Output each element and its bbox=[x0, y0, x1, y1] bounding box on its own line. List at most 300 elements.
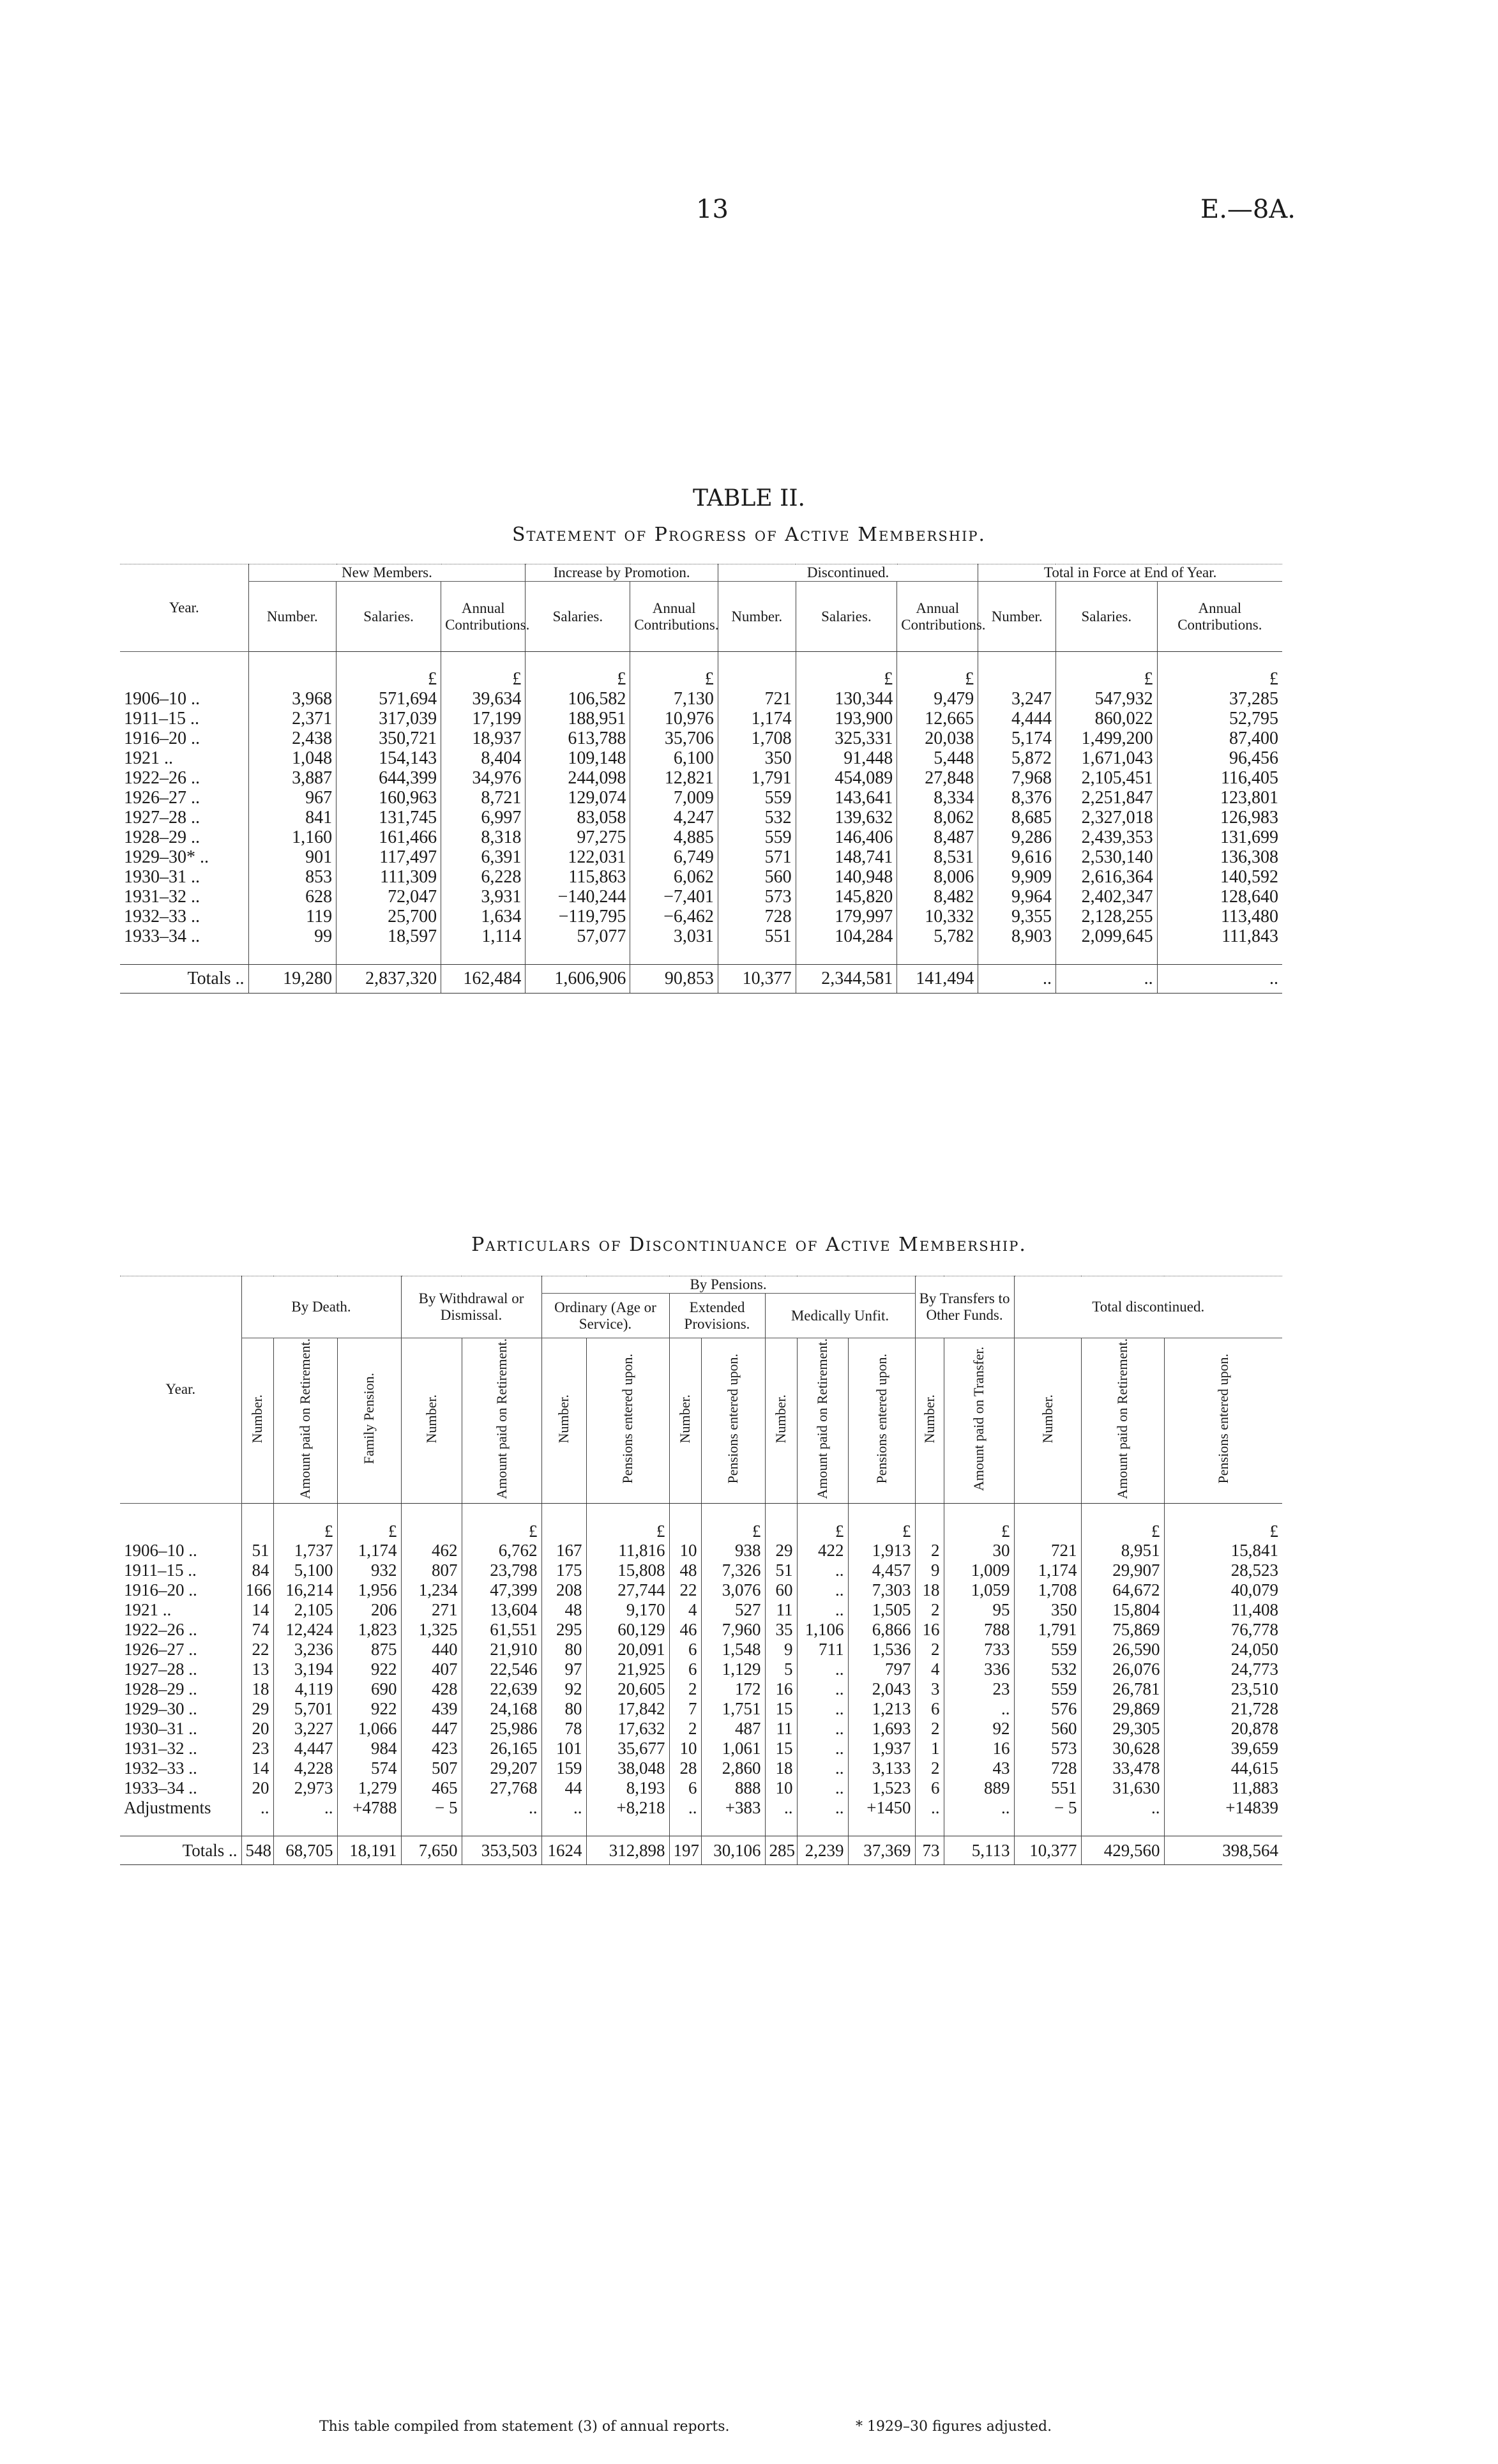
value-cell: 4,885 bbox=[630, 828, 718, 847]
value-cell: 573 bbox=[718, 887, 796, 907]
value-cell: 1,693 bbox=[848, 1719, 915, 1739]
value-cell: 14 bbox=[241, 1758, 273, 1778]
column-header-label: Number. bbox=[556, 1394, 571, 1444]
value-cell: 47,399 bbox=[462, 1580, 541, 1600]
column-header bbox=[944, 1338, 1014, 1504]
value-cell: 18 bbox=[915, 1580, 944, 1600]
value-cell: 20 bbox=[241, 1778, 273, 1798]
value-cell: 428 bbox=[401, 1679, 462, 1699]
column-header-label: Number. bbox=[249, 1394, 265, 1444]
table-row bbox=[120, 1640, 1282, 1659]
value-cell: 40,079 bbox=[1164, 1580, 1282, 1600]
extended-provisions-header: Extended Provisions. bbox=[669, 1294, 765, 1338]
column-header bbox=[797, 1338, 848, 1504]
value-cell: 122,031 bbox=[526, 847, 630, 867]
value-cell: 206 bbox=[337, 1600, 401, 1620]
table-row bbox=[120, 887, 1282, 907]
value-cell: 244,098 bbox=[526, 768, 630, 788]
value-cell: 1,956 bbox=[337, 1580, 401, 1600]
value-cell: .. bbox=[241, 1798, 273, 1818]
value-cell: 422 bbox=[797, 1541, 848, 1561]
value-cell: 733 bbox=[944, 1640, 1014, 1659]
value-cell: 571,694 bbox=[337, 689, 441, 709]
value-cell: 1,708 bbox=[1014, 1580, 1081, 1600]
value-cell: 4 bbox=[669, 1600, 701, 1620]
column-header bbox=[701, 1338, 765, 1504]
currency-symbol: £ bbox=[1164, 1522, 1282, 1541]
value-cell: 1,279 bbox=[337, 1778, 401, 1798]
value-cell: 423 bbox=[401, 1739, 462, 1758]
value-cell: 60,129 bbox=[586, 1620, 669, 1640]
value-cell: 161,466 bbox=[337, 828, 441, 847]
value-cell: 3,931 bbox=[441, 887, 526, 907]
table-row bbox=[120, 907, 1282, 926]
value-cell: .. bbox=[915, 1798, 944, 1818]
column-header: Salaries. bbox=[796, 582, 897, 652]
value-cell: 8,193 bbox=[586, 1778, 669, 1798]
value-cell: − 5 bbox=[1014, 1798, 1081, 1818]
value-cell: 922 bbox=[337, 1699, 401, 1719]
value-cell: 3,968 bbox=[248, 689, 337, 709]
totals-row bbox=[120, 1836, 1282, 1864]
value-cell: 26,076 bbox=[1081, 1659, 1164, 1679]
total-value: 90,853 bbox=[630, 965, 718, 994]
column-header: Salaries. bbox=[526, 582, 630, 652]
value-cell: 2,099,645 bbox=[1055, 926, 1157, 946]
value-cell: 7,009 bbox=[630, 788, 718, 808]
value-cell: 3,031 bbox=[630, 926, 718, 946]
value-cell: 10,332 bbox=[897, 907, 978, 926]
value-cell: 2 bbox=[669, 1719, 701, 1739]
value-cell: 15,841 bbox=[1164, 1541, 1282, 1561]
value-cell: 12,821 bbox=[630, 768, 718, 788]
value-cell: 159 bbox=[541, 1758, 586, 1778]
total-value: 19,280 bbox=[248, 965, 337, 994]
total-value: 398,564 bbox=[1164, 1836, 1282, 1864]
value-cell: 76,778 bbox=[1164, 1620, 1282, 1640]
column-header-label: Pensions entered upon. bbox=[1214, 1354, 1231, 1484]
year-cell: 1931–32 .. bbox=[124, 1738, 197, 1758]
value-cell: 10 bbox=[669, 1541, 701, 1561]
value-cell: 35,706 bbox=[630, 729, 718, 748]
value-cell: .. bbox=[797, 1758, 848, 1778]
value-cell: .. bbox=[944, 1798, 1014, 1818]
year-cell: 1931–32 .. bbox=[124, 887, 200, 907]
value-cell: 4,119 bbox=[273, 1679, 337, 1699]
value-cell: − 5 bbox=[401, 1798, 462, 1818]
value-cell: 34,976 bbox=[441, 768, 526, 788]
table-row bbox=[120, 1679, 1282, 1699]
currency-symbol bbox=[718, 670, 796, 689]
table-row bbox=[120, 1739, 1282, 1758]
total-value: 68,705 bbox=[273, 1836, 337, 1864]
value-cell: 551 bbox=[1014, 1778, 1081, 1798]
value-cell: 172 bbox=[701, 1679, 765, 1699]
value-cell: 12,665 bbox=[897, 709, 978, 729]
table-row bbox=[120, 847, 1282, 867]
value-cell: 116,405 bbox=[1157, 768, 1282, 788]
medically-unfit-header: Medically Unfit. bbox=[765, 1294, 915, 1338]
currency-row bbox=[120, 1522, 1282, 1541]
value-cell: 1,325 bbox=[401, 1620, 462, 1640]
table-row bbox=[120, 768, 1282, 788]
total-value: .. bbox=[1055, 965, 1157, 994]
currency-symbol: £ bbox=[944, 1522, 1014, 1541]
value-cell: 92 bbox=[541, 1679, 586, 1699]
value-cell: 3,227 bbox=[273, 1719, 337, 1739]
value-cell: 44 bbox=[541, 1778, 586, 1798]
table-row bbox=[120, 1659, 1282, 1679]
value-cell: 129,074 bbox=[526, 788, 630, 808]
value-cell: 4,228 bbox=[273, 1758, 337, 1778]
value-cell: 1,174 bbox=[1014, 1561, 1081, 1580]
value-cell: 271 bbox=[401, 1600, 462, 1620]
value-cell: 28 bbox=[669, 1758, 701, 1778]
value-cell: 7,326 bbox=[701, 1561, 765, 1580]
value-cell: 167 bbox=[541, 1541, 586, 1561]
year-header: Year. bbox=[120, 564, 248, 652]
value-cell: 87,400 bbox=[1157, 729, 1282, 748]
value-cell: 3,194 bbox=[273, 1659, 337, 1679]
value-cell: 60 bbox=[765, 1580, 797, 1600]
total-value: 10,377 bbox=[1014, 1836, 1081, 1864]
value-cell: 9,479 bbox=[897, 689, 978, 709]
value-cell: −7,401 bbox=[630, 887, 718, 907]
value-cell: 1,129 bbox=[701, 1659, 765, 1679]
value-cell: 350,721 bbox=[337, 729, 441, 748]
new-members-header: New Members. bbox=[248, 564, 526, 582]
column-header: Salaries. bbox=[1055, 582, 1157, 652]
column-header: Annual Contributions. bbox=[897, 582, 978, 652]
total-value: 548 bbox=[241, 1836, 273, 1864]
value-cell: 3,887 bbox=[248, 768, 337, 788]
table-row bbox=[120, 689, 1282, 709]
value-cell: 96,456 bbox=[1157, 748, 1282, 768]
value-cell: .. bbox=[797, 1679, 848, 1699]
value-cell: .. bbox=[797, 1798, 848, 1818]
column-header-label: Number. bbox=[773, 1394, 789, 1444]
value-cell: 139,632 bbox=[796, 808, 897, 828]
currency-symbol: £ bbox=[796, 670, 897, 689]
value-cell: 29,305 bbox=[1081, 1719, 1164, 1739]
value-cell: 9,909 bbox=[978, 867, 1056, 887]
value-cell: 6 bbox=[915, 1778, 944, 1798]
table-row bbox=[120, 1580, 1282, 1600]
value-cell: 22,639 bbox=[462, 1679, 541, 1699]
value-cell: 7,968 bbox=[978, 768, 1056, 788]
value-cell: .. bbox=[273, 1798, 337, 1818]
column-header bbox=[1164, 1338, 1282, 1504]
value-cell: 113,480 bbox=[1157, 907, 1282, 926]
column-header: Salaries. bbox=[337, 582, 441, 652]
value-cell: 932 bbox=[337, 1561, 401, 1580]
value-cell: 27,768 bbox=[462, 1778, 541, 1798]
year-cell: 1927–28 .. bbox=[124, 1659, 197, 1679]
value-cell: 6 bbox=[669, 1778, 701, 1798]
value-cell: 39,659 bbox=[1164, 1739, 1282, 1758]
value-cell: 2,105,451 bbox=[1055, 768, 1157, 788]
value-cell: 74 bbox=[241, 1620, 273, 1640]
value-cell: 123,801 bbox=[1157, 788, 1282, 808]
value-cell: −140,244 bbox=[526, 887, 630, 907]
value-cell: .. bbox=[797, 1699, 848, 1719]
value-cell: 721 bbox=[718, 689, 796, 709]
value-cell: 15 bbox=[765, 1699, 797, 1719]
column-header: Annual Contributions. bbox=[441, 582, 526, 652]
value-cell: 2,402,347 bbox=[1055, 887, 1157, 907]
value-cell: 4,444 bbox=[978, 709, 1056, 729]
value-cell: 148,741 bbox=[796, 847, 897, 867]
currency-symbol: £ bbox=[797, 1522, 848, 1541]
value-cell: 35,677 bbox=[586, 1739, 669, 1758]
value-cell: 1,523 bbox=[848, 1778, 915, 1798]
currency-symbol: £ bbox=[337, 670, 441, 689]
value-cell: 6,228 bbox=[441, 867, 526, 887]
table-row bbox=[120, 828, 1282, 847]
value-cell: 8,318 bbox=[441, 828, 526, 847]
value-cell: 14 bbox=[241, 1600, 273, 1620]
column-header-label: Amount paid on Transfer. bbox=[971, 1346, 987, 1491]
value-cell: 20,038 bbox=[897, 729, 978, 748]
column-header-label: Number. bbox=[423, 1394, 439, 1444]
value-cell: 440 bbox=[401, 1640, 462, 1659]
value-cell: 11,816 bbox=[586, 1541, 669, 1561]
value-cell: 317,039 bbox=[337, 709, 441, 729]
value-cell: 24,773 bbox=[1164, 1659, 1282, 1679]
currency-symbol: £ bbox=[441, 670, 526, 689]
total-in-force-header: Total in Force at End of Year. bbox=[978, 564, 1282, 582]
value-cell: 33,478 bbox=[1081, 1758, 1164, 1778]
value-cell: 10 bbox=[765, 1778, 797, 1798]
totals-label: Totals .. bbox=[120, 965, 248, 994]
value-cell: 13,604 bbox=[462, 1600, 541, 1620]
value-cell: 179,997 bbox=[796, 907, 897, 926]
total-value: .. bbox=[978, 965, 1056, 994]
value-cell: 21,925 bbox=[586, 1659, 669, 1679]
total-value: 2,837,320 bbox=[337, 965, 441, 994]
value-cell: 145,820 bbox=[796, 887, 897, 907]
value-cell: 295 bbox=[541, 1620, 586, 1640]
value-cell: 2,251,847 bbox=[1055, 788, 1157, 808]
value-cell: 20 bbox=[241, 1719, 273, 1739]
value-cell: 5 bbox=[765, 1659, 797, 1679]
table-row bbox=[120, 709, 1282, 729]
currency-symbol: £ bbox=[273, 1522, 337, 1541]
value-cell: 27,848 bbox=[897, 768, 978, 788]
value-cell: 6,762 bbox=[462, 1541, 541, 1561]
table1-title: TABLE II. bbox=[692, 485, 805, 511]
table2-title: Particulars of Discontinuance of Active Membership. bbox=[471, 1234, 1027, 1256]
value-cell: 25,700 bbox=[337, 907, 441, 926]
value-cell: 2,616,364 bbox=[1055, 867, 1157, 887]
year-cell: 1933–34 .. bbox=[124, 926, 200, 946]
value-cell: 119 bbox=[248, 907, 337, 926]
value-cell: 889 bbox=[944, 1778, 1014, 1798]
value-cell: 48 bbox=[669, 1561, 701, 1580]
year-cell: 1930–31 .. bbox=[124, 867, 200, 887]
value-cell: 154,143 bbox=[337, 748, 441, 768]
total-value: 312,898 bbox=[586, 1836, 669, 1864]
value-cell: 2,860 bbox=[701, 1758, 765, 1778]
value-cell: 325,331 bbox=[796, 729, 897, 748]
value-cell: 20,878 bbox=[1164, 1719, 1282, 1739]
value-cell: 9,964 bbox=[978, 887, 1056, 907]
value-cell: 5,448 bbox=[897, 748, 978, 768]
value-cell: 1,174 bbox=[718, 709, 796, 729]
value-cell: 1,823 bbox=[337, 1620, 401, 1640]
value-cell: 1,048 bbox=[248, 748, 337, 768]
value-cell: 24,050 bbox=[1164, 1640, 1282, 1659]
value-cell: 23 bbox=[241, 1739, 273, 1758]
value-cell: 447 bbox=[401, 1719, 462, 1739]
value-cell: 559 bbox=[1014, 1640, 1081, 1659]
value-cell: 117,497 bbox=[337, 847, 441, 867]
value-cell: 99 bbox=[248, 926, 337, 946]
value-cell: 8,404 bbox=[441, 748, 526, 768]
column-header bbox=[241, 1338, 273, 1504]
column-header: Number. bbox=[718, 582, 796, 652]
value-cell: 17,842 bbox=[586, 1699, 669, 1719]
total-value: 197 bbox=[669, 1836, 701, 1864]
value-cell: 30 bbox=[944, 1541, 1014, 1561]
value-cell: 78 bbox=[541, 1719, 586, 1739]
value-cell: .. bbox=[541, 1798, 586, 1818]
value-cell: 8,482 bbox=[897, 887, 978, 907]
value-cell: 48 bbox=[541, 1600, 586, 1620]
column-header bbox=[401, 1338, 462, 1504]
value-cell: 6,749 bbox=[630, 847, 718, 867]
table-row bbox=[120, 1798, 1282, 1818]
value-cell: 9 bbox=[915, 1561, 944, 1580]
column-header: Annual Contributions. bbox=[630, 582, 718, 652]
value-cell: 2,530,140 bbox=[1055, 847, 1157, 867]
value-cell: 6 bbox=[669, 1640, 701, 1659]
value-cell: 860,022 bbox=[1055, 709, 1157, 729]
value-cell: 1,708 bbox=[718, 729, 796, 748]
value-cell: .. bbox=[797, 1778, 848, 1798]
total-value: 5,113 bbox=[944, 1836, 1014, 1864]
table-row bbox=[120, 729, 1282, 748]
column-header-label: Amount paid on Retirement. bbox=[493, 1338, 510, 1499]
value-cell: 27,744 bbox=[586, 1580, 669, 1600]
spacer-row bbox=[120, 1818, 1282, 1836]
value-cell: 97,275 bbox=[526, 828, 630, 847]
value-cell: 130,344 bbox=[796, 689, 897, 709]
value-cell: 1,106 bbox=[797, 1620, 848, 1640]
total-discontinued-header: Total discontinued. bbox=[1014, 1276, 1282, 1338]
currency-symbol bbox=[915, 1522, 944, 1541]
value-cell: 7,303 bbox=[848, 1580, 915, 1600]
value-cell: .. bbox=[797, 1719, 848, 1739]
value-cell: 7 bbox=[669, 1699, 701, 1719]
value-cell: 38,048 bbox=[586, 1758, 669, 1778]
value-cell: 2 bbox=[915, 1758, 944, 1778]
total-value: 141,494 bbox=[897, 965, 978, 994]
page-number: 13 bbox=[696, 195, 729, 224]
column-header-label: Number. bbox=[1039, 1394, 1055, 1444]
increase-promotion-header: Increase by Promotion. bbox=[526, 564, 718, 582]
value-cell: 3 bbox=[915, 1679, 944, 1699]
value-cell: 23,798 bbox=[462, 1561, 541, 1580]
value-cell: 140,592 bbox=[1157, 867, 1282, 887]
value-cell: 465 bbox=[401, 1778, 462, 1798]
value-cell: 613,788 bbox=[526, 729, 630, 748]
value-cell: 967 bbox=[248, 788, 337, 808]
value-cell: 841 bbox=[248, 808, 337, 828]
value-cell: 2,439,353 bbox=[1055, 828, 1157, 847]
year-cell: 1921 .. bbox=[124, 748, 173, 768]
value-cell: 875 bbox=[337, 1640, 401, 1659]
year-cell: 1927–28 .. bbox=[124, 808, 200, 828]
column-header bbox=[1014, 1338, 1081, 1504]
year-cell: 1916–20 .. bbox=[124, 1580, 197, 1599]
value-cell: 18 bbox=[241, 1679, 273, 1699]
value-cell: 20,605 bbox=[586, 1679, 669, 1699]
value-cell: 1,174 bbox=[337, 1541, 401, 1561]
value-cell: 92 bbox=[944, 1719, 1014, 1739]
currency-symbol: £ bbox=[1081, 1522, 1164, 1541]
year-cell: 1921 .. bbox=[124, 1599, 172, 1619]
value-cell: 131,699 bbox=[1157, 828, 1282, 847]
source-footnote: This table compiled from statement (3) of annual reports. bbox=[319, 2419, 730, 2435]
value-cell: 4,247 bbox=[630, 808, 718, 828]
value-cell: 39,634 bbox=[441, 689, 526, 709]
value-cell: 97 bbox=[541, 1659, 586, 1679]
currency-symbol bbox=[765, 1522, 797, 1541]
currency-symbol bbox=[1014, 1522, 1081, 1541]
value-cell: 16 bbox=[915, 1620, 944, 1640]
value-cell: 628 bbox=[248, 887, 337, 907]
value-cell: 15,804 bbox=[1081, 1600, 1164, 1620]
currency-symbol: £ bbox=[337, 1522, 401, 1541]
total-value: 73 bbox=[915, 1836, 944, 1864]
value-cell: 22,546 bbox=[462, 1659, 541, 1679]
year-cell: 1922–26 .. bbox=[124, 768, 200, 788]
value-cell: 2,371 bbox=[248, 709, 337, 729]
total-value: 162,484 bbox=[441, 965, 526, 994]
value-cell: 160,963 bbox=[337, 788, 441, 808]
value-cell: 1,751 bbox=[701, 1699, 765, 1719]
value-cell: 797 bbox=[848, 1659, 915, 1679]
value-cell: 22 bbox=[241, 1640, 273, 1659]
value-cell: 84 bbox=[241, 1561, 273, 1580]
currency-symbol: £ bbox=[848, 1522, 915, 1541]
value-cell: 26,781 bbox=[1081, 1679, 1164, 1699]
table-row bbox=[120, 1719, 1282, 1739]
value-cell: 559 bbox=[718, 788, 796, 808]
value-cell: 131,745 bbox=[337, 808, 441, 828]
column-header bbox=[273, 1338, 337, 1504]
value-cell: 5,872 bbox=[978, 748, 1056, 768]
value-cell: 23 bbox=[944, 1679, 1014, 1699]
value-cell: 2 bbox=[915, 1640, 944, 1659]
value-cell: 24,168 bbox=[462, 1699, 541, 1719]
by-pensions-header: By Pensions. bbox=[541, 1276, 915, 1294]
value-cell: 1,234 bbox=[401, 1580, 462, 1600]
value-cell: 1,059 bbox=[944, 1580, 1014, 1600]
value-cell: 1,160 bbox=[248, 828, 337, 847]
ordinary-header: Ordinary (Age or Service). bbox=[541, 1294, 669, 1338]
value-cell: 4,447 bbox=[273, 1739, 337, 1758]
value-cell: 922 bbox=[337, 1659, 401, 1679]
currency-symbol: £ bbox=[897, 670, 978, 689]
value-cell: 43 bbox=[944, 1758, 1014, 1778]
value-cell: 143,641 bbox=[796, 788, 897, 808]
value-cell: 1,536 bbox=[848, 1640, 915, 1659]
value-cell: 487 bbox=[701, 1719, 765, 1739]
column-header bbox=[915, 1338, 944, 1504]
value-cell: 80 bbox=[541, 1640, 586, 1659]
